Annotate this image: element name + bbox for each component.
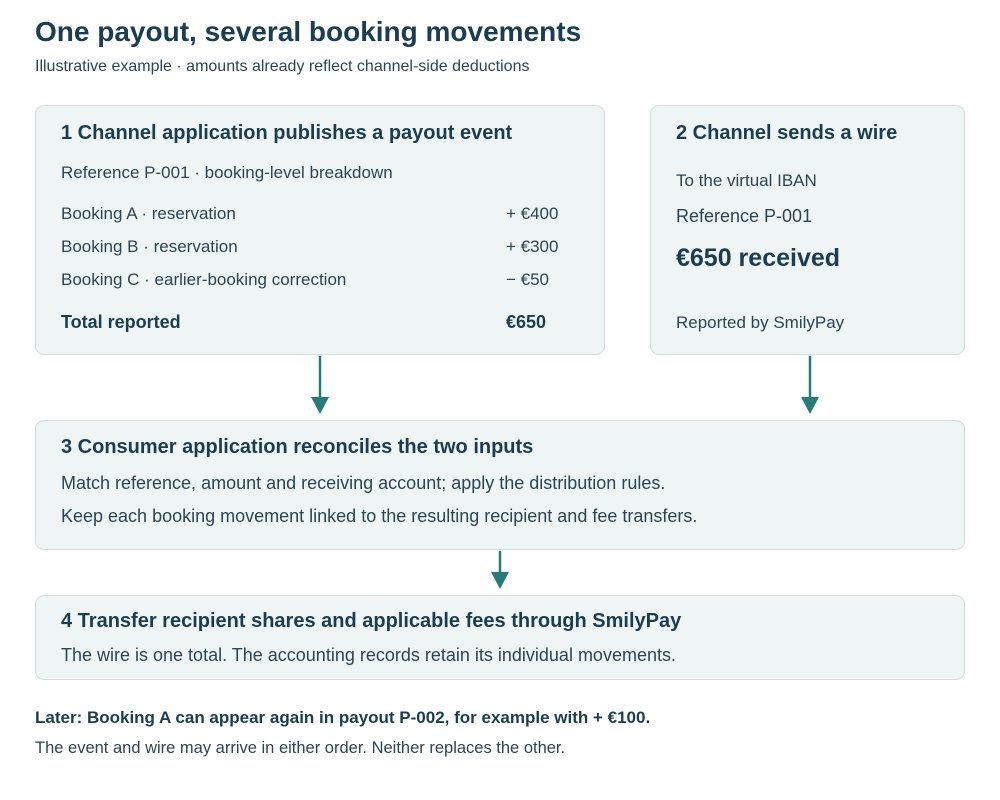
step2-reference: Reference P-001	[676, 206, 813, 226]
step3-line2: Keep each booking movement linked to the resulting recipient and fee transfers.	[61, 506, 698, 526]
footer-note: The event and wire may arrive in either order. Neither replaces the other.	[35, 739, 566, 757]
arrow-step3-to-step4	[491, 551, 509, 589]
step1-title: 1 Channel application publishes a payout event	[61, 122, 513, 144]
step2-amount: €650 received	[676, 244, 841, 272]
step4-line1: The wire is one total. The accounting records retain its individual movements.	[61, 645, 676, 665]
step3-line1: Match reference, amount and receiving account; apply the distribution rules.	[61, 473, 666, 493]
step1-total-label: Total reported	[61, 312, 181, 332]
step1-row-amount: − €50	[506, 270, 550, 289]
arrow-step1-to-step3	[311, 356, 329, 414]
footer-note-bold: Later: Booking A can appear again in payout P-002, for example with + €100.	[35, 708, 651, 727]
step2-source: Reported by SmilyPay	[676, 313, 845, 332]
diagram-title: One payout, several booking movements	[35, 16, 582, 47]
step1-row-amount: + €400	[506, 204, 559, 223]
step1-row-label: Booking C · earlier-booking correction	[61, 270, 347, 289]
step1-reference: Reference P-001 · booking-level breakdown	[61, 163, 393, 182]
step2-destination: To the virtual IBAN	[676, 171, 817, 190]
step4-title: 4 Transfer recipient shares and applicable fees through SmilyPay	[61, 610, 682, 632]
step2-title: 2 Channel sends a wire	[676, 122, 898, 144]
diagram-subtitle: Illustrative example · amounts already reflect channel-side deductions	[35, 58, 530, 75]
step1-total-amount: €650	[506, 312, 547, 332]
step1-row-label: Booking B · reservation	[61, 237, 238, 256]
step1-row-label: Booking A · reservation	[61, 204, 236, 223]
step3-title: 3 Consumer application reconciles the two inputs	[61, 436, 534, 458]
arrow-step2-to-step3	[801, 356, 819, 414]
step1-row-amount: + €300	[506, 237, 559, 256]
